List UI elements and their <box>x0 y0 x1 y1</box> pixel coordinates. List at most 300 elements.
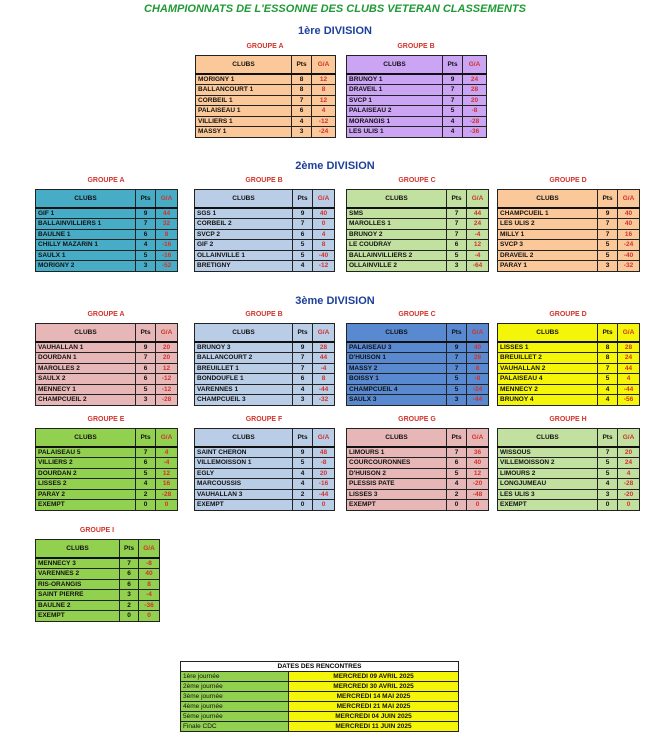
table-row <box>347 106 487 117</box>
table-row <box>195 229 335 240</box>
goal-average: -12 <box>313 261 335 272</box>
table-row <box>196 116 336 127</box>
col-header-ga: G/A <box>156 429 178 447</box>
club-name: CORBEIL 1 <box>196 95 292 106</box>
goal-average: -32 <box>618 261 640 272</box>
points: 7 <box>598 363 618 374</box>
club-name: VILLIERS 1 <box>196 116 292 127</box>
points: 5 <box>598 458 618 469</box>
club-name: LES ULIS 2 <box>498 219 598 230</box>
div1-g0-label: GROUPE A <box>246 43 284 50</box>
goal-average: -36 <box>139 600 160 611</box>
div2-g3-label: GROUPE D <box>549 177 587 184</box>
club-name: D'HUISON 2 <box>347 468 447 479</box>
table-row <box>498 458 640 469</box>
col-header-pts: Pts <box>292 56 312 74</box>
table-row <box>195 240 335 251</box>
goal-average: -32 <box>313 395 335 406</box>
table-row <box>498 353 640 364</box>
club-name: EXEMPT <box>36 500 136 511</box>
table-row <box>36 395 178 406</box>
points: 3 <box>598 489 618 500</box>
goal-average: 28 <box>618 342 640 353</box>
club-name: PALAISEAU 5 <box>36 447 136 458</box>
points: 6 <box>136 458 156 469</box>
goal-average: 4 <box>156 447 178 458</box>
points: 3 <box>292 127 312 138</box>
goal-average: -24 <box>312 127 336 138</box>
col-header-pts: Pts <box>136 324 156 342</box>
table-row <box>36 374 178 385</box>
points: 7 <box>447 447 467 458</box>
points: 5 <box>447 250 467 261</box>
goal-average: 12 <box>156 468 178 479</box>
dates-round: 3ème journée <box>181 692 289 702</box>
goal-average: 8 <box>312 85 336 96</box>
table-row <box>36 479 178 490</box>
points: 4 <box>598 395 618 406</box>
table-row <box>498 500 640 511</box>
table-row <box>347 74 487 85</box>
col-header-pts: Pts <box>293 429 313 447</box>
points: 8 <box>292 85 312 96</box>
div3-g5-table <box>194 428 335 511</box>
club-name: BALLAINVILLIERS 2 <box>347 250 447 261</box>
goal-average: 4 <box>618 468 640 479</box>
table-row <box>347 374 489 385</box>
club-name: MILLY 1 <box>498 229 598 240</box>
club-name: MAROLLES 2 <box>36 363 136 374</box>
points: 8 <box>598 342 618 353</box>
goal-average: 20 <box>156 353 178 364</box>
table-row <box>195 447 335 458</box>
table-row <box>36 600 160 611</box>
table-row <box>196 85 336 96</box>
goal-average: -36 <box>463 127 487 138</box>
table-row <box>347 395 489 406</box>
table-row <box>347 85 487 96</box>
goal-average: -24 <box>618 240 640 251</box>
div2-g1-label: GROUPE B <box>245 177 283 184</box>
div3-g2-label: GROUPE C <box>398 311 436 318</box>
goal-average: -4 <box>313 363 335 374</box>
club-name: MENNECY 2 <box>498 384 598 395</box>
table-row <box>498 219 640 230</box>
club-name: COURCOURONNES <box>347 458 447 469</box>
table-row <box>36 468 178 479</box>
dates-row <box>181 722 459 732</box>
points: 5 <box>293 458 313 469</box>
dates-round: 2ème journée <box>181 682 289 692</box>
points: 9 <box>598 208 618 219</box>
club-name: SVCP 1 <box>347 95 443 106</box>
goal-average: -64 <box>467 261 489 272</box>
points: 3 <box>136 261 156 272</box>
col-header-ga: G/A <box>618 324 640 342</box>
table-row <box>347 458 489 469</box>
goal-average: -4 <box>467 229 489 240</box>
goal-average: 4 <box>313 229 335 240</box>
goal-average: -44 <box>313 384 335 395</box>
dates-row <box>181 702 459 712</box>
club-name: SAULX 2 <box>36 374 136 385</box>
points: 7 <box>136 219 156 230</box>
club-name: BRUNOY 4 <box>498 395 598 406</box>
goal-average: 12 <box>467 240 489 251</box>
table-row <box>498 342 640 353</box>
dates-row <box>181 682 459 692</box>
dates-round: 1ère journée <box>181 672 289 682</box>
points: 6 <box>136 374 156 385</box>
points: 0 <box>293 500 313 511</box>
points: 5 <box>447 468 467 479</box>
goal-average: -16 <box>156 250 178 261</box>
table-row <box>36 363 178 374</box>
points: 2 <box>447 489 467 500</box>
club-name: CHAMPCUEIL 4 <box>347 384 447 395</box>
club-name: MASSY 1 <box>196 127 292 138</box>
goal-average: 44 <box>618 363 640 374</box>
goal-average: -20 <box>618 489 640 500</box>
dates-round: Finale CDC <box>181 722 289 732</box>
div3-g0-table <box>35 323 178 406</box>
club-name: MASSY 2 <box>347 363 447 374</box>
points: 5 <box>136 250 156 261</box>
club-name: BRUNOY 1 <box>347 74 443 85</box>
goal-average: 28 <box>313 342 335 353</box>
table-row <box>347 116 487 127</box>
club-name: SMS <box>347 208 447 219</box>
points: 7 <box>136 447 156 458</box>
goal-average: 0 <box>618 500 640 511</box>
club-name: SGS 1 <box>195 208 293 219</box>
club-name: LONGJUMEAU <box>498 479 598 490</box>
goal-average: 0 <box>139 611 160 622</box>
page-title: CHAMPIONNATS DE L'ESSONNE DES CLUBS VETERAN CLASSEMENTS <box>144 3 526 15</box>
club-name: MORIGNY 2 <box>36 261 136 272</box>
table-row <box>36 240 178 251</box>
goal-average: 32 <box>156 219 178 230</box>
dates-row <box>181 672 459 682</box>
club-name: BREUILLET 2 <box>498 353 598 364</box>
table-row <box>195 353 335 364</box>
col-header-clubs: CLUBS <box>498 324 598 342</box>
dates-title: DATES DES RENCONTRES <box>181 662 459 672</box>
goal-average: -12 <box>156 374 178 385</box>
table-row <box>36 611 160 622</box>
col-header-ga: G/A <box>467 324 489 342</box>
club-name: LES ULIS 1 <box>347 127 443 138</box>
table-row <box>36 261 178 272</box>
table-row <box>196 106 336 117</box>
dates-round: 4ème journée <box>181 702 289 712</box>
points: 4 <box>447 479 467 490</box>
table-row <box>36 342 178 353</box>
points: 4 <box>598 384 618 395</box>
club-name: MAROLLES 1 <box>347 219 447 230</box>
club-name: CHILLY MAZARIN 1 <box>36 240 136 251</box>
goal-average: 44 <box>156 208 178 219</box>
table-row <box>195 342 335 353</box>
points: 6 <box>120 569 139 580</box>
points: 4 <box>136 240 156 251</box>
table-row <box>347 500 489 511</box>
club-name: EXEMPT <box>36 611 120 622</box>
goal-average: 40 <box>467 458 489 469</box>
div2-g0-label: GROUPE A <box>87 177 125 184</box>
table-row <box>498 447 640 458</box>
table-row <box>195 489 335 500</box>
col-header-ga: G/A <box>156 190 178 208</box>
club-name: LISSES 2 <box>36 479 136 490</box>
table-row <box>347 363 489 374</box>
club-name: PARAY 2 <box>36 489 136 500</box>
points: 5 <box>293 240 313 251</box>
dates-table <box>180 661 459 732</box>
table-row <box>498 363 640 374</box>
club-name: GIF 1 <box>36 208 136 219</box>
club-name: SAINT PIERRE <box>36 590 120 601</box>
points: 6 <box>447 240 467 251</box>
table-row <box>498 395 640 406</box>
points: 9 <box>443 74 463 85</box>
col-header-pts: Pts <box>136 190 156 208</box>
table-row <box>196 127 336 138</box>
club-name: EXEMPT <box>195 500 293 511</box>
points: 9 <box>293 208 313 219</box>
club-name: SVCP 2 <box>195 229 293 240</box>
points: 6 <box>136 363 156 374</box>
col-header-clubs: CLUBS <box>347 190 447 208</box>
dates-date: MERCREDI 14 MAI 2025 <box>289 692 459 702</box>
dates-row <box>181 692 459 702</box>
goal-average: 28 <box>463 85 487 96</box>
points: 6 <box>293 229 313 240</box>
points: 4 <box>293 468 313 479</box>
table-row <box>347 240 489 251</box>
points: 8 <box>598 353 618 364</box>
club-name: SAULX 1 <box>36 250 136 261</box>
club-name: BALLANCOURT 2 <box>195 353 293 364</box>
goal-average: -44 <box>313 489 335 500</box>
col-header-clubs: CLUBS <box>36 324 136 342</box>
table-row <box>347 208 489 219</box>
goal-average: 8 <box>139 579 160 590</box>
club-name: EXEMPT <box>347 500 447 511</box>
goal-average: 20 <box>463 95 487 106</box>
div3-g2-table <box>346 323 489 406</box>
club-name: VILLEMOISSON 2 <box>498 458 598 469</box>
col-header-pts: Pts <box>447 429 467 447</box>
div3-g7-label: GROUPE H <box>549 416 587 423</box>
goal-average: 0 <box>467 500 489 511</box>
goal-average: -12 <box>156 384 178 395</box>
points: 3 <box>136 395 156 406</box>
club-name: BREUILLET 1 <box>195 363 293 374</box>
points: 8 <box>292 74 312 85</box>
goal-average: -20 <box>467 479 489 490</box>
division-3-title: 3ème DIVISION <box>295 295 375 307</box>
div3-g4-label: GROUPE E <box>87 416 125 423</box>
goal-average: -40 <box>618 250 640 261</box>
goal-average: 24 <box>618 353 640 364</box>
div3-g6-label: GROUPE G <box>398 416 436 423</box>
points: 5 <box>136 468 156 479</box>
goal-average: 8 <box>467 363 489 374</box>
club-name: DOURDAN 2 <box>36 468 136 479</box>
club-name: WISSOUS <box>498 447 598 458</box>
table-row <box>36 590 160 601</box>
points: 7 <box>136 353 156 364</box>
table-row <box>347 353 489 364</box>
div2-g2-table <box>346 189 489 272</box>
col-header-ga: G/A <box>312 56 336 74</box>
club-name: PLESSIS PATE <box>347 479 447 490</box>
goal-average: -52 <box>156 261 178 272</box>
col-header-ga: G/A <box>618 190 640 208</box>
goal-average: 40 <box>313 208 335 219</box>
club-name: EGLY <box>195 468 293 479</box>
club-name: CHAMPCUEIL 2 <box>36 395 136 406</box>
goal-average: -8 <box>463 106 487 117</box>
club-name: CHAMPCUEIL 3 <box>195 395 293 406</box>
table-row <box>498 479 640 490</box>
col-header-clubs: CLUBS <box>498 190 598 208</box>
table-row <box>36 489 178 500</box>
col-header-ga: G/A <box>467 190 489 208</box>
goal-average: -16 <box>156 240 178 251</box>
dates-date: MERCREDI 09 AVRIL 2025 <box>289 672 459 682</box>
club-name: GIF 2 <box>195 240 293 251</box>
table-row <box>36 219 178 230</box>
col-header-pts: Pts <box>443 56 463 74</box>
goal-average: 20 <box>618 447 640 458</box>
col-header-ga: G/A <box>313 190 335 208</box>
points: 7 <box>120 558 139 569</box>
club-name: PALAISEAU 4 <box>498 374 598 385</box>
table-row <box>196 95 336 106</box>
table-row <box>195 250 335 261</box>
club-name: VILLIERS 2 <box>36 458 136 469</box>
table-row <box>36 447 178 458</box>
goal-average: 8 <box>313 374 335 385</box>
goal-average: -28 <box>463 116 487 127</box>
points: 3 <box>447 261 467 272</box>
club-name: LIMOURS 1 <box>347 447 447 458</box>
points: 5 <box>598 468 618 479</box>
table-row <box>195 384 335 395</box>
table-row <box>36 229 178 240</box>
points: 7 <box>447 208 467 219</box>
table-row <box>195 500 335 511</box>
table-row <box>36 458 178 469</box>
table-row <box>195 261 335 272</box>
points: 0 <box>598 500 618 511</box>
goal-average: -8 <box>467 374 489 385</box>
table-row <box>195 468 335 479</box>
col-header-pts: Pts <box>598 429 618 447</box>
club-name: LES ULIS 3 <box>498 489 598 500</box>
div1-g1-table <box>346 55 487 138</box>
table-row <box>347 219 489 230</box>
table-row <box>36 569 160 580</box>
goal-average: -40 <box>313 250 335 261</box>
points: 3 <box>120 590 139 601</box>
points: 5 <box>136 384 156 395</box>
club-name: DRAVEIL 2 <box>498 250 598 261</box>
points: 7 <box>447 219 467 230</box>
division-2-title: 2ème DIVISION <box>295 160 375 172</box>
points: 9 <box>136 342 156 353</box>
goal-average: 44 <box>467 208 489 219</box>
points: 5 <box>598 250 618 261</box>
points: 7 <box>443 95 463 106</box>
goal-average: -8 <box>139 558 160 569</box>
points: 6 <box>136 229 156 240</box>
dates-date: MERCREDI 30 AVRIL 2025 <box>289 682 459 692</box>
table-row <box>347 479 489 490</box>
points: 7 <box>293 219 313 230</box>
table-row <box>498 208 640 219</box>
div2-g3-table <box>497 189 640 272</box>
table-row <box>498 374 640 385</box>
col-header-pts: Pts <box>447 190 467 208</box>
table-row <box>498 261 640 272</box>
club-name: BOISSY 1 <box>347 374 447 385</box>
goal-average: 36 <box>467 447 489 458</box>
table-row <box>195 219 335 230</box>
dates-date: MERCREDI 11 JUIN 2025 <box>289 722 459 732</box>
goal-average: 4 <box>618 374 640 385</box>
club-name: BRUNOY 2 <box>347 229 447 240</box>
goal-average: 28 <box>467 353 489 364</box>
goal-average: 16 <box>618 229 640 240</box>
club-name: SAINT CHERON <box>195 447 293 458</box>
div3-g3-table <box>497 323 640 406</box>
club-name: SAULX 3 <box>347 395 447 406</box>
club-name: CHAMPCUEIL 1 <box>498 208 598 219</box>
club-name: BONDOUFLE 1 <box>195 374 293 385</box>
table-row <box>36 208 178 219</box>
points: 7 <box>598 229 618 240</box>
div2-g0-table <box>35 189 178 272</box>
club-name: RIS-ORANGIS <box>36 579 120 590</box>
goal-average: 8 <box>156 229 178 240</box>
points: 3 <box>447 395 467 406</box>
club-name: MENNECY 3 <box>36 558 120 569</box>
points: 4 <box>136 479 156 490</box>
table-row <box>498 384 640 395</box>
col-header-pts: Pts <box>293 324 313 342</box>
points: 5 <box>293 250 313 261</box>
club-name: MARCOUSSIS <box>195 479 293 490</box>
div3-g8-label: GROUPE I <box>79 527 115 534</box>
points: 7 <box>292 95 312 106</box>
club-name: VAUHALLAN 3 <box>195 489 293 500</box>
goal-average: 44 <box>313 353 335 364</box>
div3-g3-label: GROUPE D <box>549 311 587 318</box>
col-header-clubs: CLUBS <box>195 429 293 447</box>
club-name: DOURDAN 1 <box>36 353 136 364</box>
club-name: PARAY 1 <box>498 261 598 272</box>
goal-average: 40 <box>618 208 640 219</box>
col-header-clubs: CLUBS <box>196 56 292 74</box>
col-header-clubs: CLUBS <box>36 540 120 558</box>
col-header-ga: G/A <box>313 429 335 447</box>
goal-average: -12 <box>312 116 336 127</box>
div3-g4-table <box>35 428 178 511</box>
goal-average: -48 <box>467 489 489 500</box>
